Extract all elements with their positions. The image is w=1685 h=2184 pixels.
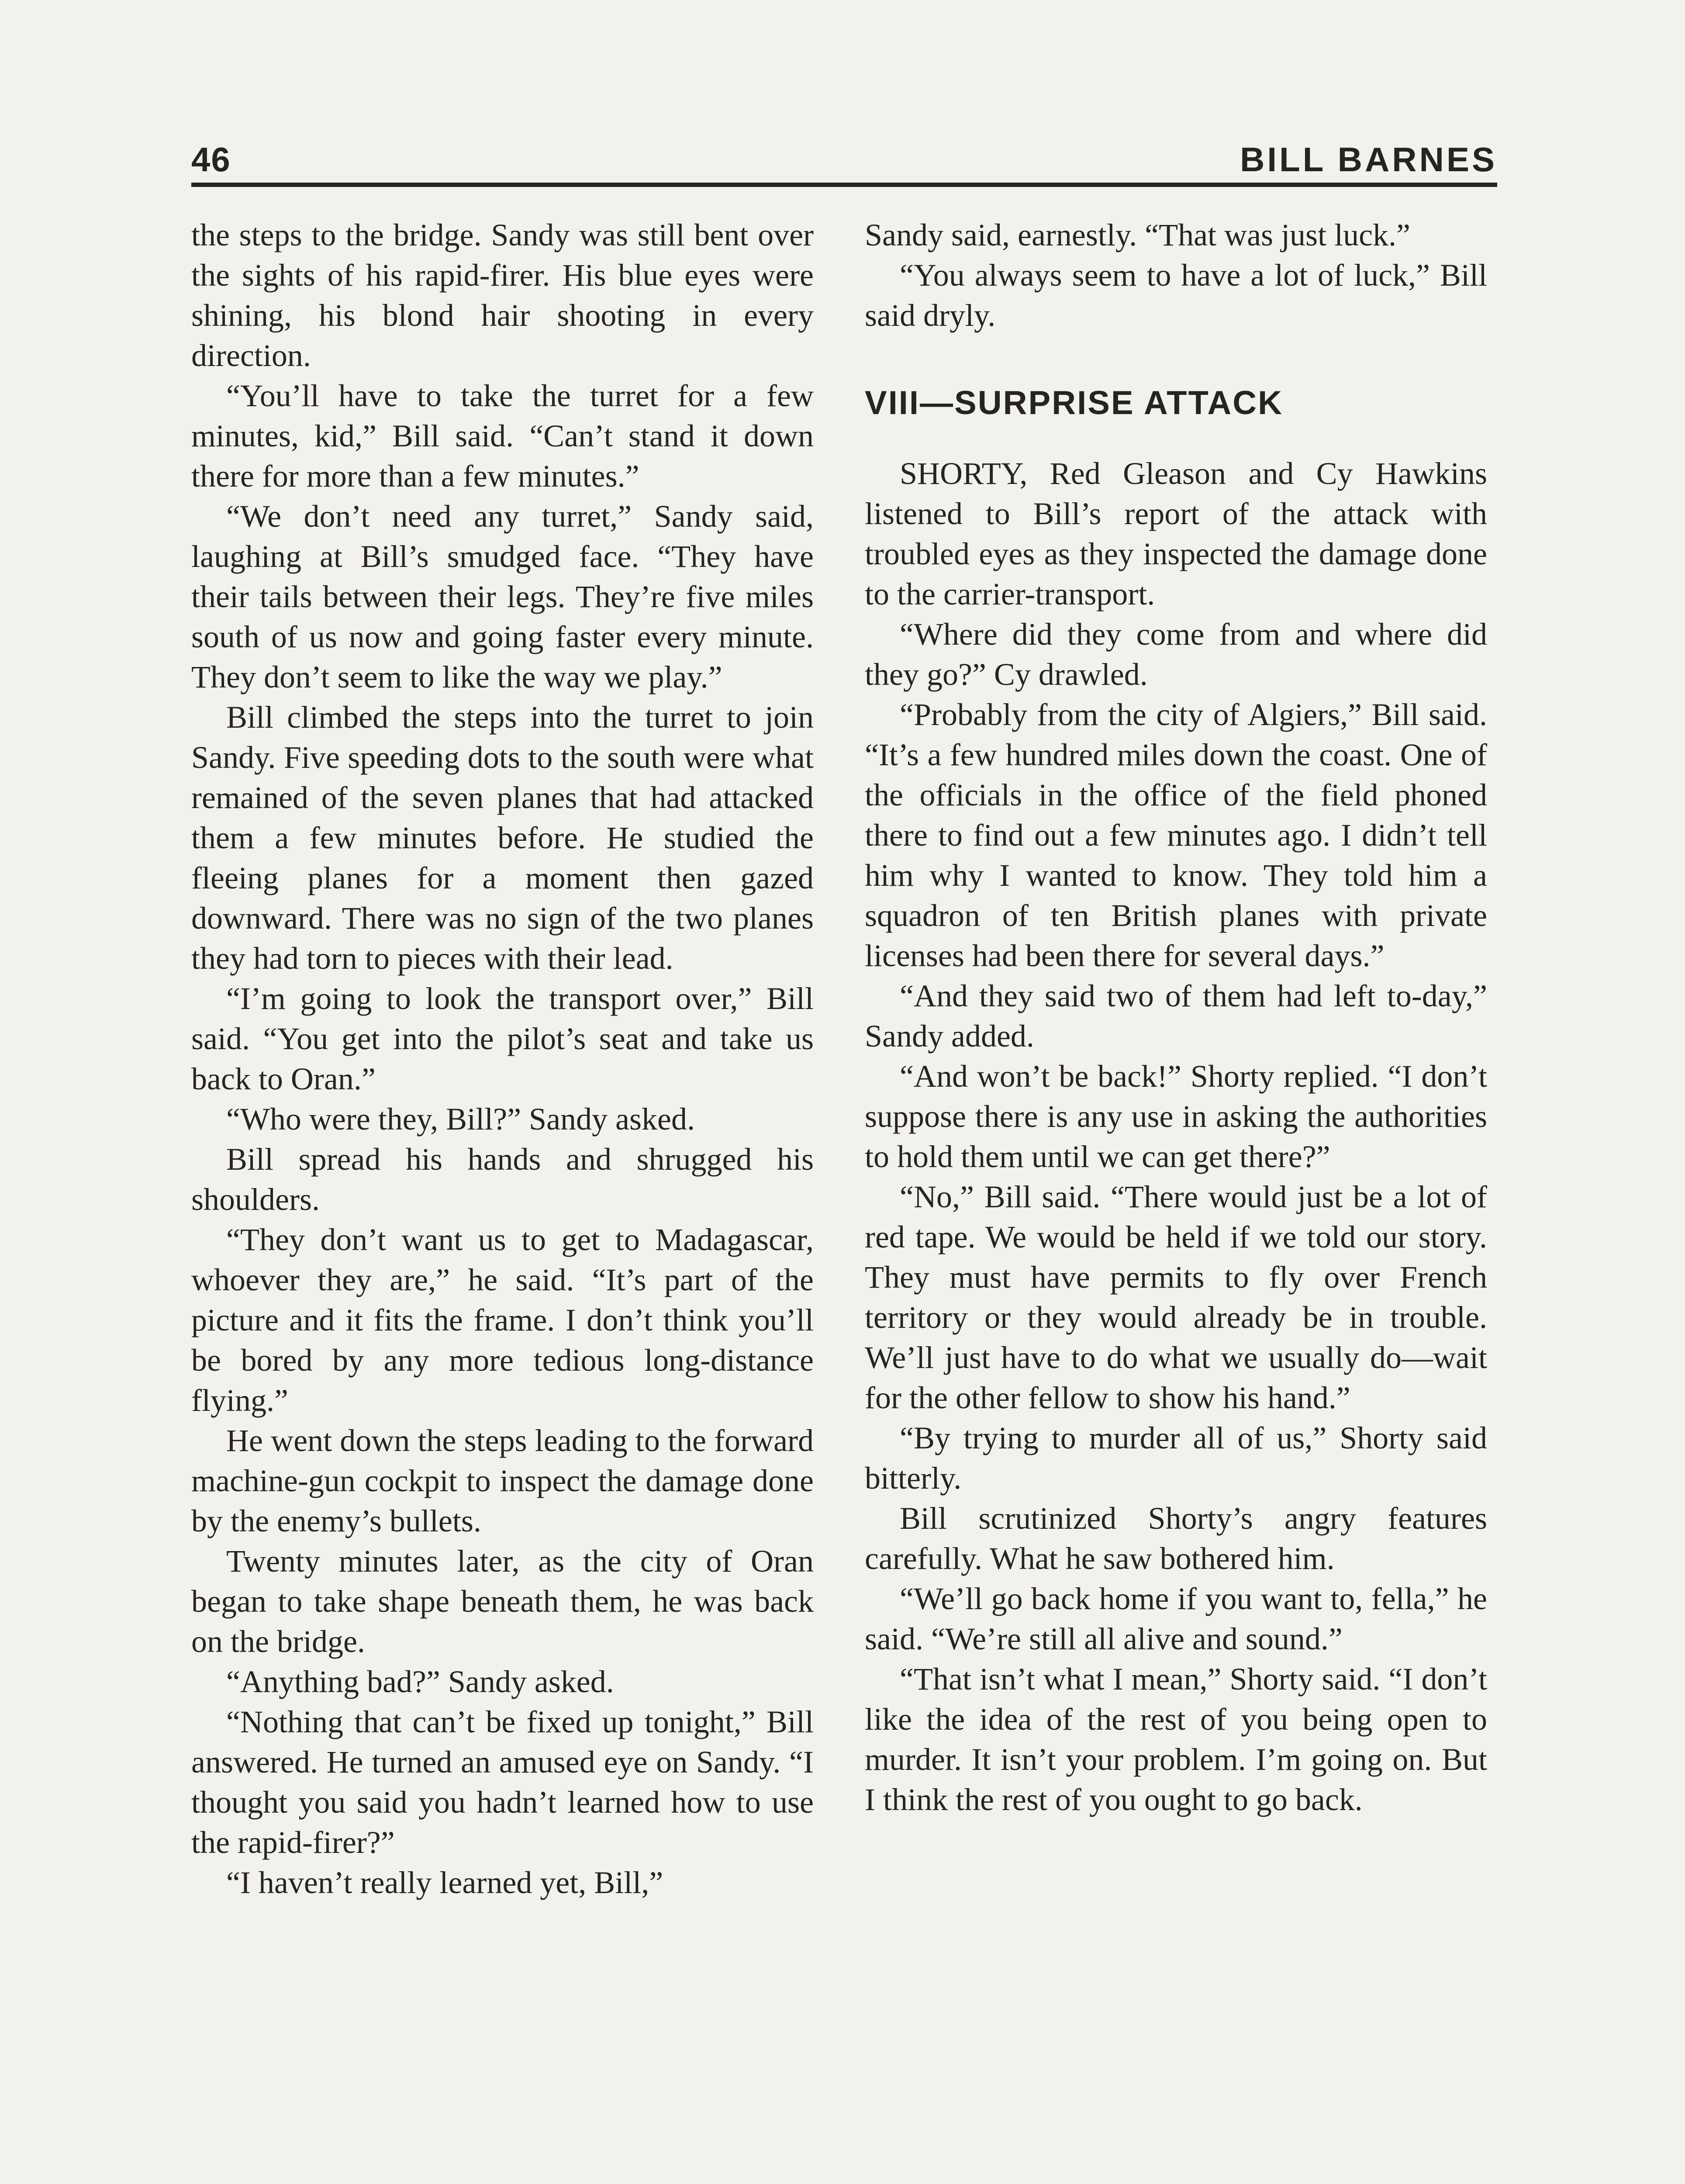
- paragraph: “You always seem to have a lot of luck,” Bill said dryly.: [865, 258, 1487, 333]
- paragraph: Bill spread his hands and shrugged his shoulders.: [191, 1142, 814, 1217]
- paragraph: “Where did they come from and where did they go?” Cy drawled.: [865, 617, 1487, 692]
- paragraph: Bill scrutinized Shorty’s angry features carefully. What he saw bothered him.: [865, 1501, 1487, 1576]
- paragraph: “We’ll go back home if you want to, fella,” he said. “We’re still all alive and sound.”: [865, 1581, 1487, 1656]
- left-column: [191, 215, 814, 1903]
- paragraph: “We don’t need any turret,” Sandy said, laughing at Bill’s smudged face. “They have their tails between their legs. They’re five miles south of us now and going faster every minute. They don’t seem to like the way we play.”: [191, 499, 814, 695]
- paragraph: SHORTY, Red Gleason and Cy Hawkins listened to Bill’s report of the attack with troubled eyes as they inspected the damage done to the carrier-transport.: [865, 456, 1487, 612]
- paragraph: “And they said two of them had left to-day,” Sandy added.: [865, 978, 1487, 1054]
- page-header: [191, 131, 1497, 183]
- paragraph: “That isn’t what I mean,” Shorty said. “I don’t like the idea of the rest of you being open to murder. It isn’t your problem. I’m going on. But I think the rest of you ought to go back.: [865, 1662, 1487, 1817]
- paragraph: “No,” Bill said. “There would just be a lot of red tape. We would be held if we told our story. They must have permits to fly over French territory or they would already be in trouble. We’ll just have to do what we usually do—wait for the other fellow to show his hand.”: [865, 1179, 1487, 1415]
- page-number: 46: [191, 140, 231, 179]
- running-head: BILL BARNES: [1240, 140, 1497, 179]
- paragraph: Sandy said, earnestly. “That was just luck.”: [865, 218, 1410, 252]
- paragraph: “Anything bad?” Sandy asked.: [226, 1664, 614, 1699]
- paragraph: “I haven’t really learned yet, Bill,”: [226, 1865, 663, 1900]
- paragraph: “By trying to murder all of us,” Shorty said bitterly.: [865, 1420, 1487, 1496]
- paragraph: Twenty minutes later, as the city of Oran began to take shape beneath them, he was back on the bridge.: [191, 1544, 814, 1659]
- paragraph: the steps to the bridge. Sandy was still bent over the sights of his rapid-firer. His blue eyes were shining, his blond hair shooting in every direction.: [191, 218, 814, 373]
- section-heading: VIII—SURPRISE ATTACK: [865, 384, 1283, 422]
- paragraph: “They don’t want us to get to Madagascar, whoever they are,” he said. “It’s part of the picture and it fits the frame. I don’t think you’ll be bored by any more tedious long-distance flying.”: [191, 1222, 814, 1418]
- paragraph: “I’m going to look the transport over,” Bill said. “You get into the pilot’s seat and take us back to Oran.”: [191, 981, 814, 1096]
- right-column: [865, 215, 1487, 1820]
- paragraph: “Probably from the city of Algiers,” Bill said. “It’s a few hundred miles down the coast. One of the officials in the office of the field phoned there to find out a few minutes ago. I didn’t tell him why I wanted to know. They told him a squadron of ten British planes with private licenses had been there for several days.”: [865, 697, 1487, 973]
- header-rule: [191, 183, 1497, 187]
- paragraph: “Who were they, Bill?” Sandy asked.: [226, 1102, 695, 1137]
- paragraph: He went down the steps leading to the forward machine-gun cockpit to inspect the damage done by the enemy’s bullets.: [191, 1423, 814, 1538]
- paragraph: “And won’t be back!” Shorty replied. “I don’t suppose there is any use in asking the authorities to hold them until we can get there?”: [865, 1059, 1487, 1174]
- paragraph: Bill climbed the steps into the turret to join Sandy. Five speeding dots to the south were what remained of the seven planes that had attacked them a few minutes before. He studied the fleeing planes for a moment then gazed downward. There was no sign of the two planes they had torn to pieces with their lead.: [191, 700, 814, 976]
- paragraph: “You’ll have to take the turret for a few minutes, kid,” Bill said. “Can’t stand it down there for more than a few minutes.”: [191, 378, 814, 494]
- paragraph: “Nothing that can’t be fixed up tonight,” Bill answered. He turned an amused eye on Sandy. “I thought you said you hadn’t learned how to use the rapid-firer?”: [191, 1704, 814, 1860]
